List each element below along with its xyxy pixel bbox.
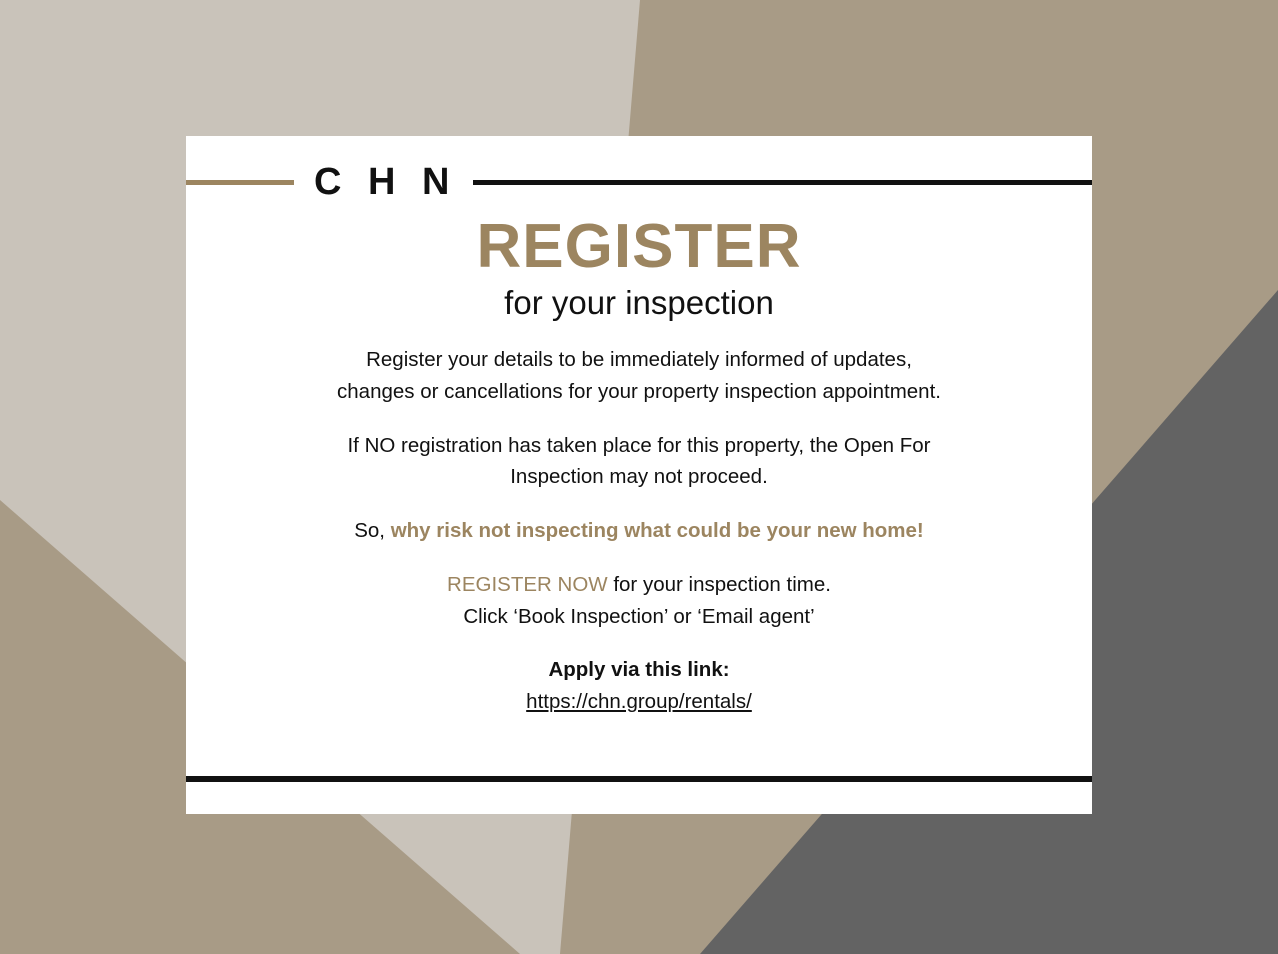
flyer-card xyxy=(186,136,1092,814)
cta-line-2: Click ‘Book Inspection’ or ‘Email agent’ xyxy=(463,604,815,628)
warning-line-1: If NO registration has taken place for this property, the Open For xyxy=(347,433,931,457)
chn-logo: C H N xyxy=(314,161,458,203)
intro-line-2: changes or cancellations for your property inspection appointment. xyxy=(337,379,941,403)
warning-paragraph xyxy=(224,430,1054,494)
black-rule-right xyxy=(473,180,1092,185)
cta-rest: for your inspection time. xyxy=(607,572,831,596)
body-copy xyxy=(224,344,1054,718)
cta-paragraph xyxy=(224,569,1054,633)
footer-rule xyxy=(186,776,1092,782)
apply-link[interactable]: https://chn.group/rentals/ xyxy=(526,690,752,714)
warning-line-2: Inspection may not proceed. xyxy=(510,465,768,489)
page-subtitle: for your inspection xyxy=(504,284,774,321)
apply-paragraph xyxy=(224,654,1054,718)
prompt-prefix: So, xyxy=(354,519,391,543)
gold-rule-left xyxy=(186,180,294,185)
brand-header xyxy=(186,158,1092,206)
prompt-highlight: why risk not inspecting what could be your new home! xyxy=(390,519,924,543)
intro-line-1: Register your details to be immediately informed of updates, xyxy=(366,348,912,371)
register-now-text: REGISTER NOW xyxy=(447,572,608,596)
page-title: REGISTER xyxy=(476,212,802,281)
apply-label: Apply via this link: xyxy=(548,658,730,682)
intro-paragraph xyxy=(224,344,1054,408)
prompt-paragraph xyxy=(224,515,1054,547)
